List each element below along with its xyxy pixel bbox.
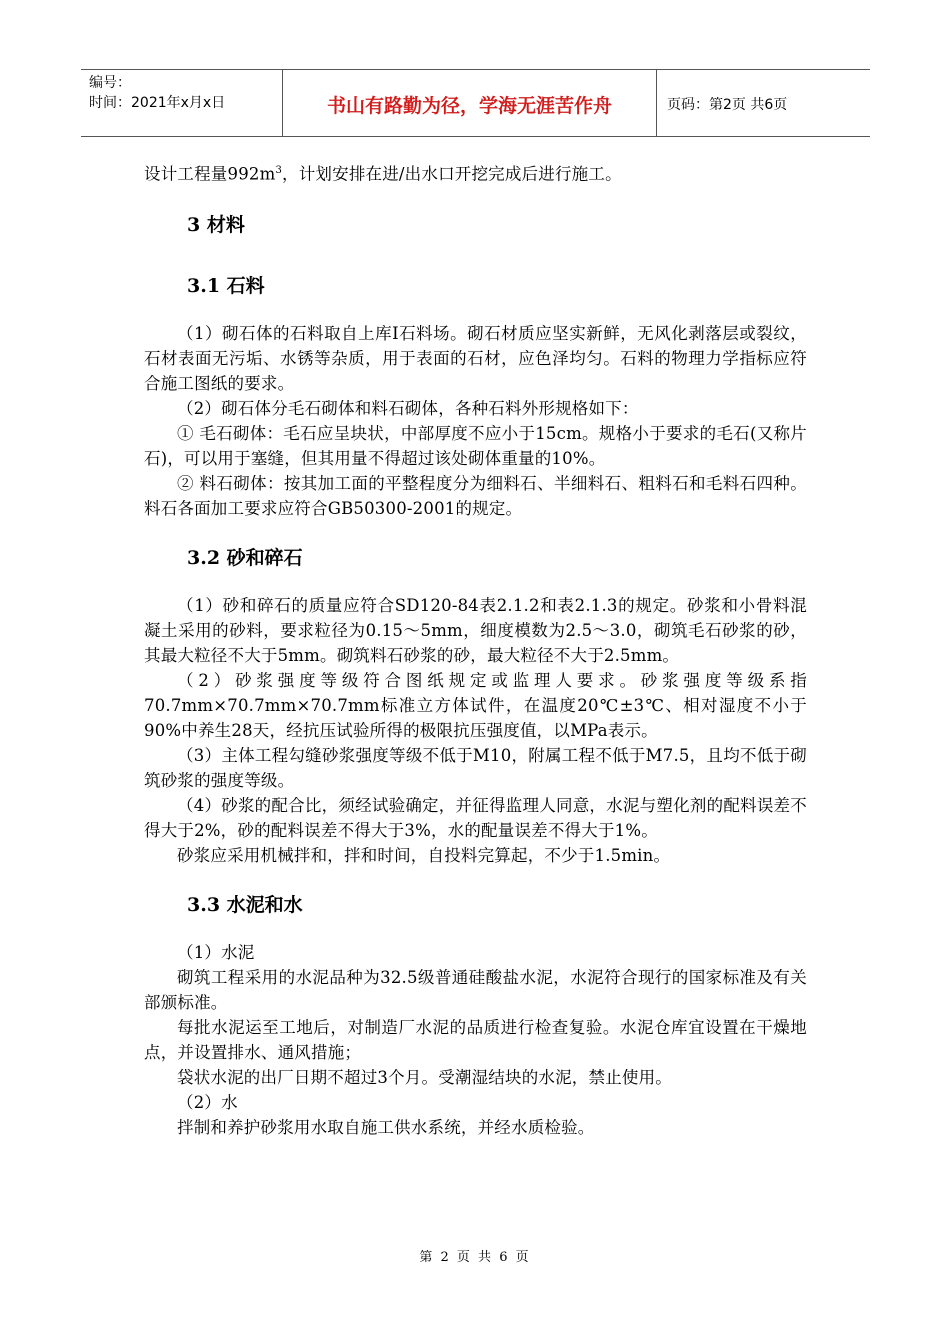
section-3-3-paragraph: 每批水泥运至工地后，对制造厂水泥的品质进行检查复验。水泥仓库宜设置在干燥地点，并设置排水、通风措施； <box>144 1017 807 1062</box>
intro-text-tail: ，计划安排在进/出水口开挖完成后进行施工。 <box>282 164 622 184</box>
section-3-2-paragraph: 砂浆应采用机械拌和，拌和时间，自投料完算起，不少于1.5min。 <box>177 845 671 865</box>
header-page-info: 页码：第2页 共6页 <box>667 97 788 113</box>
section-3-1-paragraph: ① 毛石砌体：毛石应呈块状，中部厚度不应小于15cm。规格小于要求的毛石(又称片石)，可以用于塞缝，但其用量不得超过该处砌体重量的10%。 <box>144 423 807 468</box>
header-motto-cell <box>283 70 657 136</box>
section-3-2-paragraph: （4）砂浆的配合比，须经试验确定，并征得监理人同意，水泥与塑化剂的配料误差不得大于2%，砂的配料误差不得大于3%，水的配量误差不得大于1%。 <box>144 795 807 840</box>
header-motto: 书山有路勤为径，学海无涯苦作舟 <box>326 95 612 117</box>
section-3-3-paragraph: （1）水泥 <box>177 942 255 962</box>
section-3-3-paragraph: 拌制和养护砂浆用水取自施工供水系统，并经水质检验。 <box>177 1117 595 1137</box>
header-info-cell <box>81 70 283 136</box>
section-3-3-paragraph: 袋状水泥的出厂日期不超过3个月。受潮湿结块的水泥，禁止使用。 <box>177 1067 672 1087</box>
document-date-label: 时间：2021年x月x日 <box>89 95 226 111</box>
section-3-1-paragraph: ② 料石砌体：按其加工面的平整程度分为细料石、半细料石、粗料石和毛料石四种。料石各面加工要求应符合GB50300-2001的规定。 <box>144 473 807 518</box>
section-3-2-title: 3.2 砂和碎石 <box>187 546 303 569</box>
section-3-3-title: 3.3 水泥和水 <box>187 893 303 916</box>
section-3-1-title: 3.1 石料 <box>187 274 265 297</box>
page-footer: 第 2 页 共 6 页 <box>419 1250 531 1265</box>
section-3-1-paragraph: （1）砌石体的石料取自上库Ⅰ石料场。砌石材质应坚实新鲜，无风化剥落层或裂纹，石材表面无污垢、水锈等杂质，用于表面的石材，应色泽均匀。石料的物理力学指标应符合施工图纸的要求。 <box>144 323 807 393</box>
intro-paragraph <box>144 158 807 187</box>
document-body <box>144 158 807 1140</box>
intro-text: 设计工程量992m <box>144 164 276 184</box>
section-3-2-paragraph: （1）砂和碎石的质量应符合SD120-84表2.1.2和表2.1.3的规定。砂浆和小骨料混凝土采用的砂料，要求粒径为0.15～5mm，细度模数为2.5～3.0，砌筑毛石砂浆的砂，其最大粒径不大于5mm。砌筑料石砂浆的砂，最大粒径不大于2.5mm。 <box>144 595 807 665</box>
section-3-2-paragraph: （2）砂浆强度等级符合图纸规定或监理人要求。砂浆强度等级系指70.7mm×70.7mm×70.7mm标准立方体试件，在温度20℃±3℃、相对湿度不小于90%中养生28天，经抗压试验所得的极限抗压强度值，以MPa表示。 <box>144 670 807 740</box>
header-page-cell <box>657 70 870 136</box>
page-header <box>81 69 870 137</box>
document-code-label: 编号： <box>89 75 131 91</box>
section-3-2-paragraph: （3）主体工程勾缝砂浆强度等级不低于M10，附属工程不低于M7.5，且均不低于砌筑砂浆的强度等级。 <box>144 745 807 790</box>
section-3-3-paragraph: （2）水 <box>177 1092 238 1112</box>
section-3-1-paragraph: （2）砌石体分毛石砌体和料石砌体，各种石料外形规格如下： <box>177 398 639 418</box>
section-3-3-paragraph: 砌筑工程采用的水泥品种为32.5级普通硅酸盐水泥，水泥符合现行的国家标准及有关部颁标准。 <box>144 967 807 1012</box>
intro-superscript: 3 <box>275 165 283 176</box>
section-3-title: 3 材料 <box>187 213 245 236</box>
